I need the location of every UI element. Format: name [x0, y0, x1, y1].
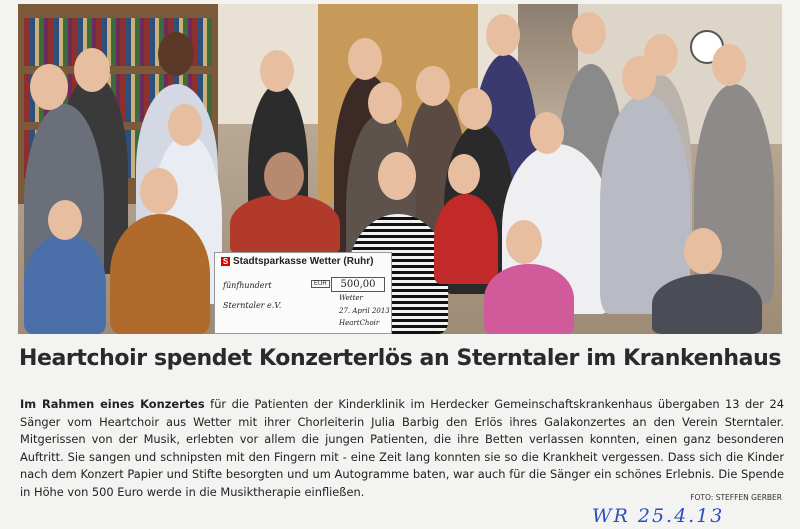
- person-head: [140, 168, 178, 214]
- group-photo: [18, 4, 782, 334]
- cheque-amount: 500,00: [331, 277, 385, 292]
- person-head: [368, 82, 402, 124]
- handwritten-source-note: WR 25.4.13: [592, 505, 725, 527]
- cheque-currency: EUR: [311, 280, 330, 288]
- person-head: [530, 112, 564, 154]
- person-head: [486, 14, 520, 56]
- cheque-bank-name: [221, 256, 373, 267]
- person: [652, 274, 762, 334]
- cheque-bank-label: Stadtsparkasse Wetter (Ruhr): [233, 256, 374, 267]
- cheque-place: Wetter: [339, 294, 363, 302]
- person-head: [712, 44, 746, 86]
- cheque-signature: HeartChoir: [339, 319, 380, 327]
- person-head: [260, 50, 294, 92]
- article-lead: Im Rahmen eines Konzertes: [20, 397, 205, 411]
- cheque-amount-words: fünfhundert: [223, 281, 272, 290]
- person-head: [74, 48, 110, 92]
- person-head: [448, 154, 480, 194]
- article-body: [20, 396, 784, 502]
- article-headline: Heartchoir spendet Konzerterlös an Sterntaler im Krankenhaus: [18, 346, 782, 371]
- person-head: [506, 220, 542, 264]
- person: [434, 194, 498, 284]
- person-head: [30, 64, 68, 110]
- person: [24, 234, 106, 334]
- person: [230, 194, 340, 254]
- photo-credit: FOTO: STEFFEN GERBER: [690, 493, 782, 502]
- cheque-payee: Sterntaler e.V.: [223, 301, 282, 310]
- person-head: [684, 228, 722, 274]
- person-head: [458, 88, 492, 130]
- person: [484, 264, 574, 334]
- person-head: [48, 200, 82, 240]
- person-head: [416, 66, 450, 106]
- person-head: [622, 56, 656, 100]
- sparkasse-logo-icon: S: [222, 256, 229, 266]
- person-head: [348, 38, 382, 80]
- person-head: [158, 32, 194, 76]
- cheque-date: 27. April 2013: [339, 307, 390, 315]
- donation-cheque: [214, 252, 392, 334]
- article-body-text: für die Patienten der Kinderklinik im Herdecker Gemeinschaftskrankenhaus übergaben 13 der 24 Sänger vom Heartchoir aus Wetter mit ihrer Chorleiterin Julia Barbig den Erlös ihres Galakonzertes an den Verein Sterntaler. Mitgerissen von der Musik, erlebten vor allem die jungen Patienten, die ihre Betten verlassen konnten, einen ganz besonderen Auftritt. Sie sangen und schnipsten mit den Fingern mit - eine Zeit lang konnten sie so die Krankheit vergessen. Dass sich die Kinder nach dem Konzert Papier und Stifte besorgten und um Autogramme baten, war auch für die Sänger ein schönes Erlebnis. Die Spende in Höhe von 500 Euro werde in die Musiktherapie einfließen.: [20, 397, 784, 499]
- person-head: [264, 152, 304, 200]
- person: [110, 214, 210, 334]
- person-head: [378, 152, 416, 200]
- person-head: [168, 104, 202, 146]
- person-head: [572, 12, 606, 54]
